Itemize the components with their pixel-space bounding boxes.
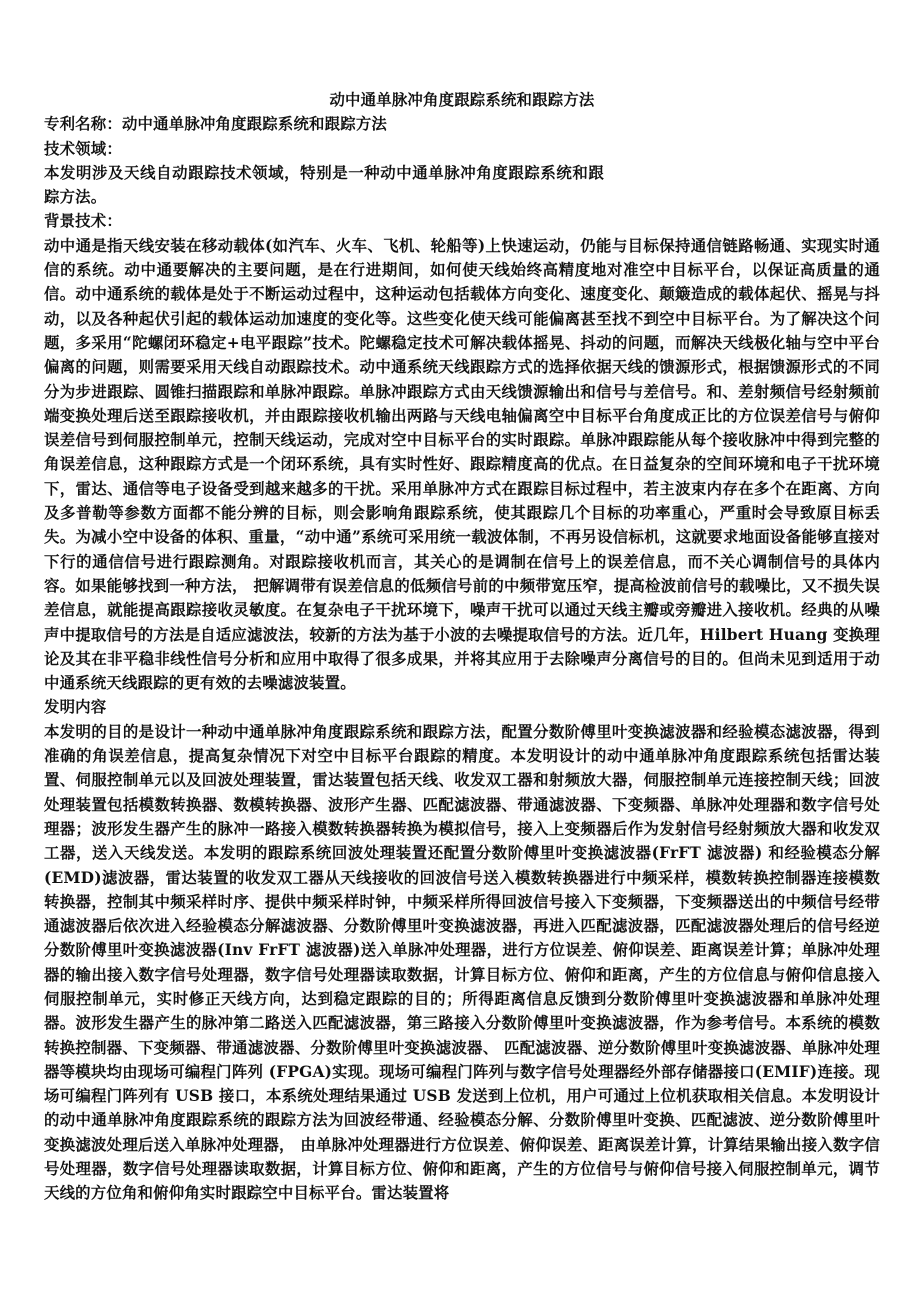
background-text: 动中通是指天线安装在移动载体(如汽车、火车、飞机、轮船等)上快速运动，仍能与目标保持通信链路畅通、实现实时通信的系统。动中通要解决的主要问题，是在行进期间，如何使天线始终高精度地对准空中目标平台，以保证高质量的通信。动中通系统的载体是处于不断运动过程中，这种运动包括载体方向变化、速度变化、颠簸造成的载体起伏、摇晃与抖动，以及各种起伏引起的载体运动加速度的变化等。这些变化使天线可能偏离甚至找不到空中目标平台。为了解决这个问题，多采用“陀螺闭环稳定+电平跟踪”技术。陀螺稳定技术可解决载体摇晃、抖动的问题，而解决天线极化轴与空中平台偏离的问题，则需要采用天线自动跟踪技术。动中通系统天线跟踪方式的选择依据天线的馈源形式，根据馈源形式的不同分为步进跟踪、圆锥扫描跟踪和单脉冲跟踪。单脉冲跟踪方式由天线馈源输出和信号与差信号。和、差射频信号经射频前端变换处理后送至跟踪接收机，并由跟踪接收机输出两路与天线电轴偏离空中目标平台角度成正比的方位误差信号与俯仰误差信号到伺服控制单元，控制天线运动，完成对空中目标平台的实时跟踪。单脉冲跟踪能从每个接收脉冲中得到完整的角误差信息，这种跟踪方式是一个闭环系统，具有实时性好、跟踪精度高的优点。在日益复杂的空间环境和电子干扰环境下，雷达、通信等电子设备受到越来越多的干扰。采用单脉冲方式在跟踪目标过程中，若主波束内存在多个在距离、方向及多普勒等参数方面都不能分辨的目标，则会影响角跟踪系统，使其跟踪几个目标的功率重心，严重时会导致原目标丢失。为减小空中设备的体积、重量，“动中通”系统可采用统一载波体制，不再另设信标机，这就要求地面设备能够直接对下行的通信信号进行跟踪测角。对跟踪接收机而言，其关心的是调制在信号上的误差信息，而不关心调制信号的具体内容。如果能够找到一种方法， 把解调带有误差信息的低频信号前的中频带宽压窄，提高检波前信号的载噪比，又不损失误差信息，就能提高跟踪接收灵敏度。在复杂电子干扰环境下，噪声干扰可以通过天线主瓣或旁瓣进入接收机。经典的从噪声中提取信号的方法是自适应滤波法，较新的方法为基于小波的去噪提取信号的方法。近几年，Hilbert Huang 变换理论及其在非平稳非线性信号分析和应用中取得了很多成果，并将其应用于去除噪声分离信号的目的。但尚未见到适用于动中通系统天线跟踪的更有效的去噪滤波装置。 — [44, 236, 880, 693]
patent-name: 专利名称：动中通单脉冲角度跟踪系统和跟踪方法 — [44, 115, 387, 134]
invention-text: 本发明的目的是设计一种动中通单脉冲角度跟踪系统和跟踪方法，配置分数阶傅里叶变换滤波器和经验模态滤波器，得到准确的角误差信息，提高复杂情况下对空中目标平台跟踪的精度。本发明设计的动中通单脉冲角度跟踪系统包括雷达装置、伺服控制单元以及回波处理装置，雷达装置包括天线、收发双工器和射频放大器，伺服控制单元连接控制天线；回波处理装置包括模数转换器、数模转换器、波形产生器、匹配滤波器、带通滤波器、下变频器、单脉冲处理器和数字信号处理器；波形发生器产生的脉冲一路接入模数转换器转换为模拟信号，接入上变频器后作为发射信号经射频放大器和收发双工器，送入天线发送。本发明的跟踪系统回波处理装置还配置分数阶傅里叶变换滤波器(FrFT 滤波器) 和经验模态分解(EMD)滤波器，雷达装置的收发双工器从天线接收的回波信号送入模数转换器进行中频采样，模数转换控制器连接模数转换器，控制其中频采样时序、提供中频采样时钟，中频采样所得回波信号接入下变频器，下变频器送出的中频信号经带通滤波器后依次进入经验模态分解滤波器、分数阶傅里叶变换滤波器，再进入匹配滤波器，匹配滤波器处理后的信号经逆分数阶傅里叶变换滤波器(Inv FrFT 滤波器)送入单脉冲处理器，进行方位误差、俯仰误差、距离误差计算；单脉冲处理器的输出接入数字信号处理器，数字信号处理器读取数据，计算目标方位、俯仰和距离，产生的方位信息与俯仰信息接入伺服控制单元，实时修正天线方向，达到稳定跟踪的目的；所得距离信息反馈到分数阶傅里叶变换滤波器和单脉冲处理器。波形发生器产生的脉冲第二路送入匹配滤波器，第三路接入分数阶傅里叶变换滤波器，作为参考信号。本系统的模数转换控制器、下变频器、带通滤波器、分数阶傅里叶变换滤波器、 匹配滤波器、逆分数阶傅里叶变换滤波器、单脉冲处理器等模块均由现场可编程门阵列 (FPGA)实现。现场可编程门阵列与数字信号处理器经外部存储器接口(EMIF)连接。现场可编程门阵列有 USB 接口，本系统处理结果通过 USB 发送到上位机，用户可通过上位机获取相关信息。本发明设计的动中通单脉冲角度跟踪系统的跟踪方法为回波经带通、经验模态分解、分数阶傅里叶变换、匹配滤波、逆分数阶傅里叶变换滤波处理后送入单脉冲处理器， 由单脉冲处理器进行方位误差、俯仰误差、距离误差计算，计算结果输出接入数字信号处理器，数字信号处理器读取数据，计算目标方位、俯仰和距离，产生的方位信号与俯仰信号接入伺服控制单元，调节天线的方位角和俯仰角实时跟踪空中目标平台。雷达装置将 — [44, 722, 880, 1203]
invention-heading: 发明内容 — [44, 698, 107, 717]
tech-field-text: 本发明涉及天线自动跟踪技术领域，特别是一种动中通单脉冲角度跟踪系统和跟踪方法。 — [44, 163, 604, 207]
document-title: 动中通单脉冲角度跟踪系统和跟踪方法 — [329, 91, 595, 109]
background-heading: 背景技术： — [44, 212, 122, 231]
tech-field-heading: 技术领域： — [44, 139, 122, 158]
document-page — [44, 88, 880, 1206]
